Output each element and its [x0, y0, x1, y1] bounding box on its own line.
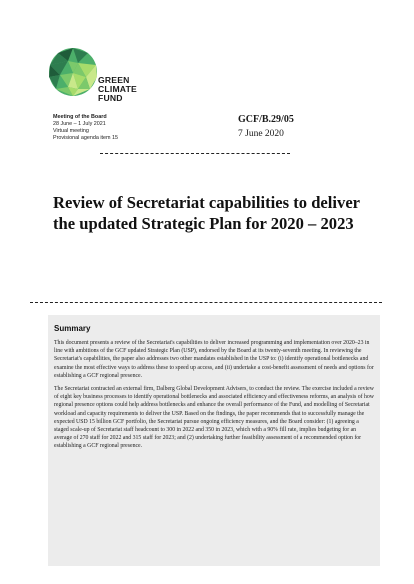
meeting-mode: Virtual meeting — [53, 128, 89, 135]
meeting-dates: 28 June – 1 July 2021 — [53, 121, 106, 128]
meeting-info — [53, 114, 118, 142]
summary-box — [48, 315, 380, 566]
document-info — [238, 113, 294, 141]
header-divider — [100, 153, 290, 154]
summary-paragraph-2: The Secretariat contracted an external firm, Dalberg Global Development Advisers, to conduct the review. The exercise included a review of eight key business processes to identify operational bottlenecks and associated efficiency and effectiveness reforms, an analysis of how regional presence options could help address bottlenecks and enhance the overall performance of the Fund, and modelling of Secretariat workload and capacity requirements to deliver the USP. Based on the findings, the paper recommends that to successfully manage the expected USD 15 billion GCF portfolio, the Secretariat pursue ongoing efficiency measures, and the Board consider: (1) agreeing a staged scale-up of Secretariat staff headcount to 300 in 2022 and 350 in 2023, which with a 90% fill rate, implies budgeting for an average of 270 staff for 2022 and 315 staff for 2023; and (2) undertaking further feasibility assessment of a recommended option for establishing a GCF regional presence. — [54, 386, 374, 450]
summary-heading: Summary — [54, 324, 91, 333]
globe-icon — [48, 47, 98, 97]
logo-line-green: GREEN — [98, 75, 130, 85]
logo-line-climate: CLIMATE — [98, 83, 137, 94]
agenda-item: Provisional agenda item 15 — [53, 135, 119, 142]
document-title: Review of Secretariat capabilities to deliver the updated Strategic Plan for 2020 – 2023 — [53, 193, 360, 233]
document-number: GCF/B.29/05 — [238, 114, 294, 125]
summary-paragraph-1: This document presents a review of the Secretariat's capabilities to deliver increased programming and implementation over 2020–23 in line with ambitions of the GCF updated Strategic Plan (USP), endorsed by the Board at its twenty-seventh meeting. In reviewing the Secretariat's capabilities, the paper also addresses two other mandates established in the USP to: (i) identify operational bottlenecks and examine the most effective ways to address these to speed up access, and (ii) undertake a cost-benefit assessment of needs and options for establishing a GCF regional presence. — [54, 340, 374, 379]
document-date: 7 June 2020 — [238, 129, 284, 139]
meeting-title: Meeting of the Board — [53, 114, 107, 120]
green-climate-fund-logo-icon — [48, 47, 98, 97]
logo-wordmark — [98, 76, 137, 102]
title-divider — [30, 302, 382, 303]
logo-line-fund: FUND — [98, 92, 123, 103]
